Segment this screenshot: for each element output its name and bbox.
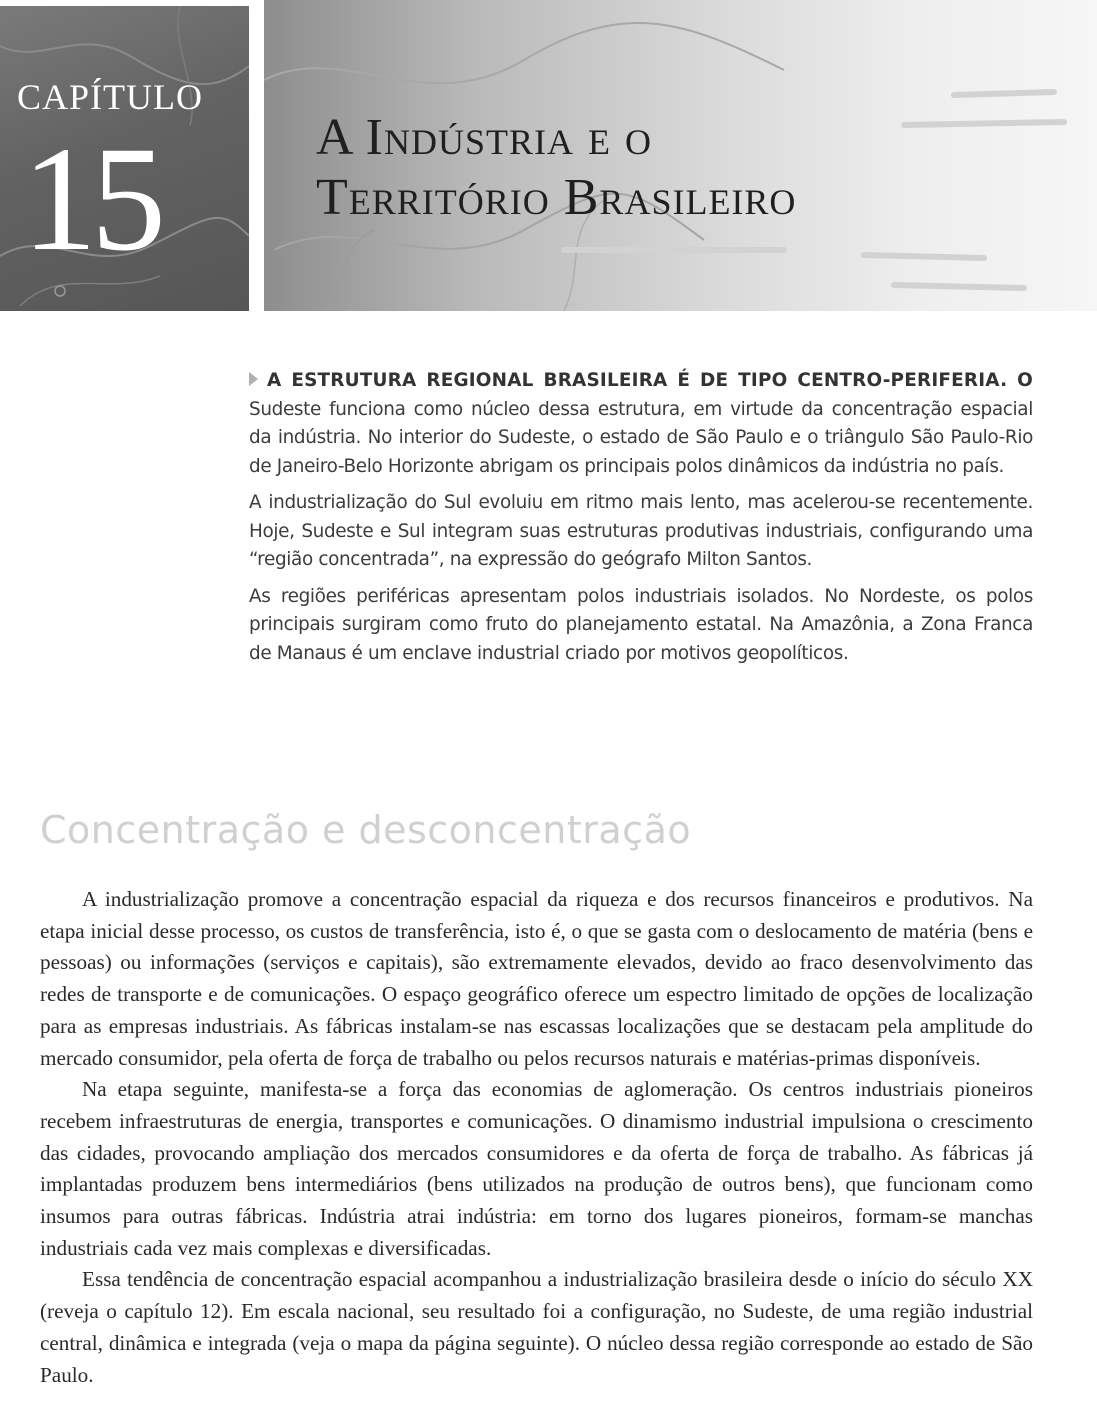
chapter-label: CAPÍTULO: [17, 77, 203, 117]
chapter-title-line-1: A Indústria e o: [316, 109, 652, 166]
title-panel: [264, 0, 1097, 311]
chapter-box: [0, 6, 249, 311]
summary-paragraph: A industrialização do Sul evoluiu em ritmo mais lento, mas acelerou-se recentemente. Hoje, Sudeste e Sul integram suas estruturas produtivas industriais, configurando uma “região concentrada”, na expressão do geógrafo Milton Santos.: [249, 492, 1033, 570]
summary-paragraph: As regiões periféricas apresentam polos industriais isolados. No Nordeste, os polos principais surgiram como fruto do planejamento estatal. Na Amazônia, a Zona Franca de Manaus é um enclave industrial criado por motivos geopolíticos.: [249, 585, 1033, 664]
summary-lead: A ESTRUTURA REGIONAL BRASILEIRA É DE TIPO CENTRO-PERIFERIA. O: [267, 370, 1033, 391]
body-paragraph: Essa tendência de concentração espacial acompanhou a industrialização brasileira desde o início do século XX (reveja o capítulo 12). Em escala nacional, seu resultado foi a configuração, no Sudeste, de uma região industrial central, dinâmica e integrada (veja o mapa da página seguinte). O núcleo dessa região corresponde ao estado de São Paulo.: [40, 1267, 1033, 1387]
chapter-summary: [249, 367, 1033, 676]
section-body: [40, 884, 1033, 1391]
arrow-marker-icon: [249, 372, 258, 386]
section-title: Concentração e desconcentração: [40, 808, 692, 852]
chapter-title-line-2: Território Brasileiro: [316, 169, 797, 226]
chapter-number: 15: [22, 116, 160, 282]
summary-paragraph: [249, 367, 1033, 481]
body-paragraph: Na etapa seguinte, manifesta-se a força das economias de aglomeração. Os centros industriais pioneiros recebem infraestruturas de energia, transportes e comunicações. O dinamismo industrial impulsiona o crescimento das cidades, provocando ampliação dos mercados consumidores e da oferta de força de trabalho. As fábricas já implantadas produzem bens intermediários (bens utilizados na produção de outros bens), que funcionam como insumos para outras fábricas. Indústria atrai indústria: em torno dos lugares pioneiros, formam-se manchas industriais cada vez mais complexas e diversificadas.: [40, 1077, 1033, 1260]
summary-text: Sudeste funciona como núcleo dessa estrutura, em virtude da concentração espacial da indústria. No interior do Sudeste, o estado de São Paulo e o triângulo São Paulo-Rio de Janeiro-Belo Horizonte abrigam os principais polos dinâmicos da indústria no país.: [249, 398, 1033, 477]
body-paragraph: A industrialização promove a concentração espacial da riqueza e dos recursos financeiros e produtivos. Na etapa inicial desse processo, os custos de transferência, isto é, o que se gasta com o deslocamento de matéria (bens e pessoas) ou informações (serviços e capitais), são extremamente elevados, devido ao fraco desenvolvimento das redes de transporte e de comunicações. O espaço geográfico oferece um espectro limitado de opções de localização para as empresas industriais. As fábricas instalam-se nas escassas localizações que se destacam pela amplitude do mercado consumidor, pela oferta de força de trabalho ou pelos recursos naturais e matérias-primas disponíveis.: [40, 887, 1033, 1070]
